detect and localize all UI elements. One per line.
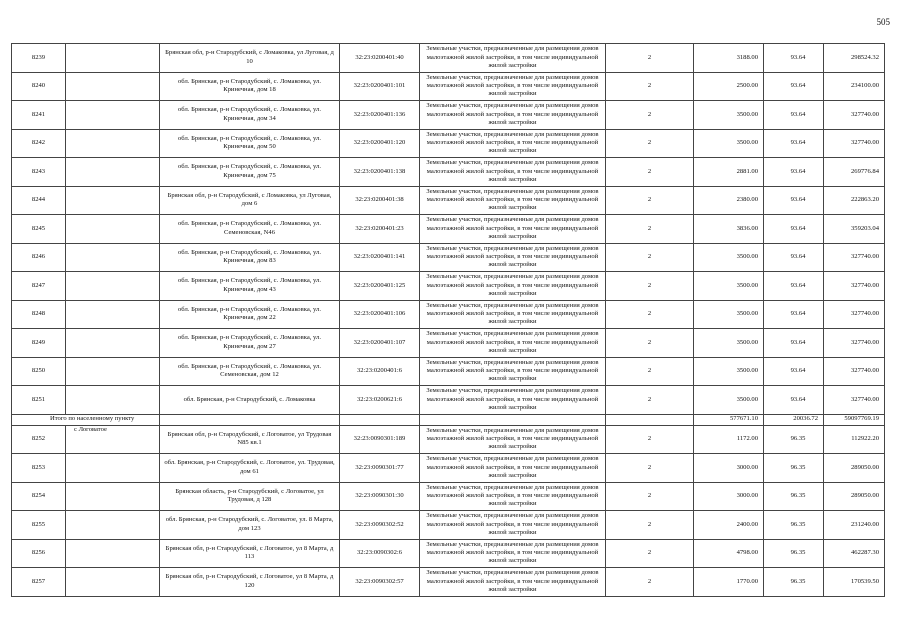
- group-cell: 2: [606, 186, 694, 215]
- land-purpose-cell: Земельные участки, предназначенные для размещения домов малоэтажной жилой застройки, в том числе индивидуальной жилой застройки: [420, 425, 606, 454]
- cadastral-number-cell: 32:23:0200401:141: [340, 243, 420, 272]
- address-cell: Брянская обл, р-н Стародубский, с Ломаковка, ул Луговая, д 10: [160, 44, 340, 73]
- table-row: [12, 158, 885, 187]
- land-purpose-cell: Земельные участки, предназначенные для размещения домов малоэтажной жилой застройки, в том числе индивидуальной жилой застройки: [420, 272, 606, 301]
- land-purpose-cell: Земельные участки, предназначенные для размещения домов малоэтажной жилой застройки, в том числе индивидуальной жилой застройки: [420, 386, 606, 415]
- address-cell: Брянская обл, р-н Стародубский, с Логоватое, ул Трудовая N85 кв.1: [160, 425, 340, 454]
- area-cell: 3500.00: [694, 101, 764, 130]
- address-cell: обл. Брянская, р-н Стародубский, с. Логоватое, ул. Трудовая, дом 61: [160, 454, 340, 483]
- table-body-logovatoe: [12, 425, 885, 596]
- group-cell: 2: [606, 425, 694, 454]
- unit-price-cell: 93.64: [764, 129, 824, 158]
- section-cell: [66, 511, 160, 540]
- area-cell: 3188.00: [694, 44, 764, 73]
- table-row: [12, 215, 885, 244]
- table-body-lomakovka: [12, 44, 885, 415]
- settlement-total-section: [12, 414, 885, 425]
- address-cell: обл. Брянская, р-н Стародубский, с. Ломаковка: [160, 386, 340, 415]
- group-cell: 2: [606, 158, 694, 187]
- row-id: 8245: [12, 215, 66, 244]
- cadastral-number-cell: 32:23:0200401:40: [340, 44, 420, 73]
- table-row: [12, 539, 885, 568]
- address-cell: Брянская обл, р-н Стародубский, с Логоватое, ул 8 Марта, д 120: [160, 568, 340, 597]
- cadastral-value-cell: 289050.00: [824, 454, 885, 483]
- area-cell: 3836.00: [694, 215, 764, 244]
- row-id: 8253: [12, 454, 66, 483]
- land-purpose-cell: Земельные участки, предназначенные для размещения домов малоэтажной жилой застройки, в том числе индивидуальной жилой застройки: [420, 511, 606, 540]
- page-number: 505: [876, 17, 890, 27]
- cadastral-number-cell: 32:23:0200401:38: [340, 186, 420, 215]
- land-purpose-cell: Земельные участки, предназначенные для размещения домов малоэтажной жилой застройки, в том числе индивидуальной жилой застройки: [420, 44, 606, 73]
- group-cell: 2: [606, 568, 694, 597]
- unit-price-cell: 96.35: [764, 425, 824, 454]
- table-row: [12, 511, 885, 540]
- settlement-total-label: Итого по населенному пункту: [12, 414, 160, 425]
- area-cell: 3500.00: [694, 129, 764, 158]
- land-purpose-cell: Земельные участки, предназначенные для размещения домов малоэтажной жилой застройки, в том числе индивидуальной жилой застройки: [420, 568, 606, 597]
- land-purpose-cell: Земельные участки, предназначенные для размещения домов малоэтажной жилой застройки, в том числе индивидуальной жилой застройки: [420, 329, 606, 358]
- table-row: [12, 454, 885, 483]
- section-cell: [66, 454, 160, 483]
- row-id: 8239: [12, 44, 66, 73]
- cadastral-number-cell: 32:23:0090301:77: [340, 454, 420, 483]
- area-cell: 3500.00: [694, 329, 764, 358]
- cadastral-number-cell: 32:23:0200401:107: [340, 329, 420, 358]
- address-cell: обл. Брянская, р-н Стародубский, с. Ломаковка, ул. Кринечная, дом 22: [160, 300, 340, 329]
- row-id: 8257: [12, 568, 66, 597]
- settlement-total-price: 20036.72: [764, 414, 824, 425]
- address-cell: обл. Брянская, р-н Стародубский, с. Ломаковка, ул. Семеновская, N46: [160, 215, 340, 244]
- land-purpose-cell: Земельные участки, предназначенные для размещения домов малоэтажной жилой застройки, в том числе индивидуальной жилой застройки: [420, 101, 606, 130]
- section-cell: [66, 101, 160, 130]
- cadastral-number-cell: 32:23:0200401:136: [340, 101, 420, 130]
- address-cell: обл. Брянская, р-н Стародубский, с. Ломаковка, ул. Кринечная, дом 75: [160, 158, 340, 187]
- row-id: 8241: [12, 101, 66, 130]
- cadastral-value-cell: 327740.00: [824, 386, 885, 415]
- address-cell: обл. Брянская, р-н Стародубский, с. Ломаковка, ул. Кринечная, дом 43: [160, 272, 340, 301]
- unit-price-cell: 93.64: [764, 186, 824, 215]
- cadastral-value-cell: 222863.20: [824, 186, 885, 215]
- group-cell: 2: [606, 300, 694, 329]
- address-cell: Брянская область, р-н Стародубский, с Логоватое, ул Трудовая, д 128: [160, 482, 340, 511]
- unit-price-cell: 93.64: [764, 158, 824, 187]
- area-cell: 2380.00: [694, 186, 764, 215]
- group-cell: 2: [606, 386, 694, 415]
- cadastral-value-cell: 234100.00: [824, 72, 885, 101]
- land-purpose-cell: Земельные участки, предназначенные для размещения домов малоэтажной жилой застройки, в том числе индивидуальной жилой застройки: [420, 186, 606, 215]
- row-id: 8256: [12, 539, 66, 568]
- area-cell: 2881.00: [694, 158, 764, 187]
- area-cell: 3500.00: [694, 300, 764, 329]
- group-cell: 2: [606, 272, 694, 301]
- group-cell: 2: [606, 72, 694, 101]
- section-cell: [66, 129, 160, 158]
- area-cell: 3500.00: [694, 386, 764, 415]
- row-id: 8252: [12, 425, 66, 454]
- section-cell: [66, 186, 160, 215]
- group-cell: 2: [606, 215, 694, 244]
- row-id: 8246: [12, 243, 66, 272]
- address-cell: обл. Брянская, р-н Стародубский, с. Ломаковка, ул. Кринечная, дом 50: [160, 129, 340, 158]
- row-id: 8248: [12, 300, 66, 329]
- cadastral-number-cell: 32:23:0090301:30: [340, 482, 420, 511]
- row-id: 8251: [12, 386, 66, 415]
- cadastral-value-cell: 327740.00: [824, 243, 885, 272]
- section-cell: [66, 72, 160, 101]
- row-id: 8242: [12, 129, 66, 158]
- address-cell: обл. Брянская, р-н Стародубский, с. Логоватое, ул. 8 Марта, дом 123: [160, 511, 340, 540]
- group-cell: 2: [606, 511, 694, 540]
- unit-price-cell: 96.35: [764, 511, 824, 540]
- cadastral-number-cell: 32:23:0200401:125: [340, 272, 420, 301]
- group-cell: 2: [606, 101, 694, 130]
- land-purpose-cell: Земельные участки, предназначенные для размещения домов малоэтажной жилой застройки, в том числе индивидуальной жилой застройки: [420, 357, 606, 386]
- section-cell: [66, 158, 160, 187]
- table-row: [12, 482, 885, 511]
- row-id: 8255: [12, 511, 66, 540]
- address-cell: обл. Брянская, р-н Стародубский, с. Ломаковка, ул. Кринечная, дом 27: [160, 329, 340, 358]
- row-id: 8249: [12, 329, 66, 358]
- table-row: [12, 186, 885, 215]
- address-cell: обл. Брянская, р-н Стародубский, с. Ломаковка, ул. Кринечная, дом 18: [160, 72, 340, 101]
- cadastral-value-cell: 327740.00: [824, 272, 885, 301]
- address-cell: Брянская обл, р-н Стародубский, с Ломаковка, ул Луговая, дом 6: [160, 186, 340, 215]
- row-id: 8243: [12, 158, 66, 187]
- row-id: 8240: [12, 72, 66, 101]
- unit-price-cell: 96.35: [764, 454, 824, 483]
- section-cell: [66, 44, 160, 73]
- cadastral-number-cell: 32:23:0200401:23: [340, 215, 420, 244]
- section-cell: [66, 272, 160, 301]
- address-cell: обл. Брянская, р-н Стародубский, с. Ломаковка, ул. Семеновская, дом 12: [160, 357, 340, 386]
- cadastral-number-cell: 32:23:0090301:189: [340, 425, 420, 454]
- cadastral-number-cell: 32:23:0090302:6: [340, 539, 420, 568]
- group-cell: 2: [606, 243, 694, 272]
- area-cell: 3000.00: [694, 454, 764, 483]
- settlement-total-area: 577671.10: [694, 414, 764, 425]
- address-cell: обл. Брянская, р-н Стародубский, с. Ломаковка, ул. Кринечная, дом 83: [160, 243, 340, 272]
- settlement-total-row: [12, 414, 885, 425]
- table-row: [12, 386, 885, 415]
- area-cell: 3500.00: [694, 272, 764, 301]
- area-cell: 2500.00: [694, 72, 764, 101]
- cadastral-value-cell: 289050.00: [824, 482, 885, 511]
- group-cell: 2: [606, 129, 694, 158]
- group-cell: 2: [606, 482, 694, 511]
- section-cell: [66, 329, 160, 358]
- section-cell: [66, 539, 160, 568]
- row-id: 8244: [12, 186, 66, 215]
- section-cell: [66, 482, 160, 511]
- land-purpose-cell: Земельные участки, предназначенные для размещения домов малоэтажной жилой застройки, в том числе индивидуальной жилой застройки: [420, 300, 606, 329]
- table-row: [12, 272, 885, 301]
- area-cell: 3000.00: [694, 482, 764, 511]
- cadastral-value-cell: 170539.50: [824, 568, 885, 597]
- unit-price-cell: 93.64: [764, 101, 824, 130]
- land-purpose-cell: Земельные участки, предназначенные для размещения домов малоэтажной жилой застройки, в том числе индивидуальной жилой застройки: [420, 158, 606, 187]
- group-cell: 2: [606, 454, 694, 483]
- unit-price-cell: 96.35: [764, 539, 824, 568]
- table-row: [12, 357, 885, 386]
- cadastral-value-cell: 112922.20: [824, 425, 885, 454]
- cadastral-value-cell: 231240.00: [824, 511, 885, 540]
- table-row: [12, 329, 885, 358]
- area-cell: 2400.00: [694, 511, 764, 540]
- cadastral-number-cell: 32:23:0090302:52: [340, 511, 420, 540]
- area-cell: 3500.00: [694, 357, 764, 386]
- cadastral-number-cell: 32:23:0200401:6: [340, 357, 420, 386]
- section-cell: [66, 243, 160, 272]
- cadastral-number-cell: 32:23:0090302:57: [340, 568, 420, 597]
- cadastral-value-cell: 359203.04: [824, 215, 885, 244]
- settlement-total-value: 59097769.19: [824, 414, 885, 425]
- unit-price-cell: 93.64: [764, 272, 824, 301]
- land-purpose-cell: Земельные участки, предназначенные для размещения домов малоэтажной жилой застройки, в том числе индивидуальной жилой застройки: [420, 539, 606, 568]
- unit-price-cell: 93.64: [764, 329, 824, 358]
- land-purpose-cell: Земельные участки, предназначенные для размещения домов малоэтажной жилой застройки, в том числе индивидуальной жилой застройки: [420, 215, 606, 244]
- table-row: [12, 72, 885, 101]
- table-row: [12, 300, 885, 329]
- cadastral-number-cell: 32:23:0200621:6: [340, 386, 420, 415]
- address-cell: Брянская обл, р-н Стародубский, с Логоватое, ул 8 Марта, д 113: [160, 539, 340, 568]
- land-purpose-cell: Земельные участки, предназначенные для размещения домов малоэтажной жилой застройки, в том числе индивидуальной жилой застройки: [420, 454, 606, 483]
- cadastral-number-cell: 32:23:0200401:106: [340, 300, 420, 329]
- unit-price-cell: 96.35: [764, 568, 824, 597]
- cadastral-value-cell: 327740.00: [824, 101, 885, 130]
- row-id: 8247: [12, 272, 66, 301]
- area-cell: 1770.00: [694, 568, 764, 597]
- table-row: [12, 44, 885, 73]
- group-cell: 2: [606, 539, 694, 568]
- unit-price-cell: 93.64: [764, 44, 824, 73]
- section-cell: [66, 215, 160, 244]
- table-row: [12, 568, 885, 597]
- land-purpose-cell: Земельные участки, предназначенные для размещения домов малоэтажной жилой застройки, в том числе индивидуальной жилой застройки: [420, 72, 606, 101]
- cadastral-number-cell: 32:23:0200401:120: [340, 129, 420, 158]
- cadastral-value-cell: 327740.00: [824, 129, 885, 158]
- table-row: [12, 425, 885, 454]
- unit-price-cell: 93.64: [764, 72, 824, 101]
- cadastral-value-cell: 298524.32: [824, 44, 885, 73]
- land-purpose-cell: Земельные участки, предназначенные для размещения домов малоэтажной жилой застройки, в том числе индивидуальной жилой застройки: [420, 129, 606, 158]
- section-label: с Логоватое: [66, 425, 160, 454]
- unit-price-cell: 93.64: [764, 357, 824, 386]
- unit-price-cell: 93.64: [764, 300, 824, 329]
- unit-price-cell: 93.64: [764, 215, 824, 244]
- section-cell: [66, 568, 160, 597]
- area-cell: 4798.00: [694, 539, 764, 568]
- group-cell: 2: [606, 44, 694, 73]
- section-cell: [66, 300, 160, 329]
- table-row: [12, 129, 885, 158]
- section-cell: [66, 386, 160, 415]
- cadastral-number-cell: 32:23:0200401:101: [340, 72, 420, 101]
- land-purpose-cell: Земельные участки, предназначенные для размещения домов малоэтажной жилой застройки, в том числе индивидуальной жилой застройки: [420, 243, 606, 272]
- cadastral-value-cell: 327740.00: [824, 357, 885, 386]
- address-cell: обл. Брянская, р-н Стародубский, с. Ломаковка, ул. Кринечная, дом 34: [160, 101, 340, 130]
- land-purpose-cell: Земельные участки, предназначенные для размещения домов малоэтажной жилой застройки, в том числе индивидуальной жилой застройки: [420, 482, 606, 511]
- cadastral-value-cell: 269776.84: [824, 158, 885, 187]
- cadastral-value-cell: 327740.00: [824, 329, 885, 358]
- group-cell: 2: [606, 329, 694, 358]
- table-row: [12, 101, 885, 130]
- group-cell: 2: [606, 357, 694, 386]
- area-cell: 1172.00: [694, 425, 764, 454]
- section-cell: [66, 357, 160, 386]
- row-id: 8250: [12, 357, 66, 386]
- unit-price-cell: 93.64: [764, 243, 824, 272]
- cadastral-number-cell: 32:23:0200401:138: [340, 158, 420, 187]
- table-row: [12, 243, 885, 272]
- unit-price-cell: 96.35: [764, 482, 824, 511]
- cadastral-value-cell: 462287.30: [824, 539, 885, 568]
- cadastral-value-table: [11, 43, 885, 597]
- area-cell: 3500.00: [694, 243, 764, 272]
- row-id: 8254: [12, 482, 66, 511]
- cadastral-value-cell: 327740.00: [824, 300, 885, 329]
- unit-price-cell: 93.64: [764, 386, 824, 415]
